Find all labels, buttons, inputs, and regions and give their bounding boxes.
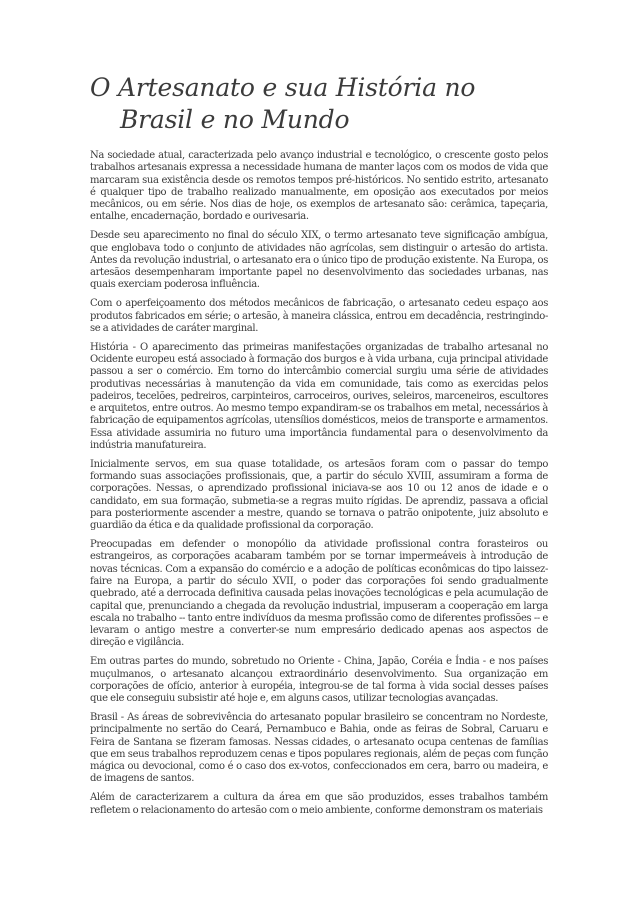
article-body xyxy=(90,150,548,817)
paragraph-orient: Em outras partes do mundo, sobretudo no Oriente - China, Japão, Coréia e Índia - e nos países muçulmanos, o artesanato alcançou extraordinário desenvolvimento. Sua organização em corporações de ofício, anterior à européia, integrou-se de tal forma à vida social desses países que ele conseguiu subsistir até hoje e, em alguns casos, utilizar tecnologias avançadas. xyxy=(90,656,548,705)
paragraph-monopoly: Preocupadas em defender o monopólio da atividade profissional contra forasteiros ou estrangeiros, as corporações acabaram também por se tornar impermeáveis à introdução de novas técnicas. Com a expansão do comércio e a adoção de políticas econômicas do tipo laissez-faire na Europa, a partir do século XVII, o poder das corporações foi sendo gradualmente quebrado, até a derrocada definitiva causada pelas inovações tecnológicas e pela acumulação de capital que, prenunciando a chegada da revolução industrial, impuseram a cooperação em larga escala no trabalho -- tanto entre indivíduos da mesma profissão como de diferentes profissões -- e levaram o antigo mestre a converter-se num empresário dedicado apenas aos aspectos de direção e vigilância. xyxy=(90,539,548,649)
article xyxy=(90,72,548,823)
title-line-2: Brasil e no Mundo xyxy=(120,105,350,134)
paragraph-corporations: Inicialmente servos, em sua quase totalidade, os artesãos foram com o passar do tempo formando suas associações profissionais, que, a partir do século XVIII, assumiram a forma de corporações. Nessas, o aprendizado profissional iniciava-se aos 10 ou 12 anos de idade e o candidato, em sua formação, submetia-se a regras muito rígidas. De aprendiz, passava a oficial para posteriormente ascender a mestre, quando se tornava o patrão onipotente, juiz absoluto e guardião da ética e da qualidade profissional da corporação. xyxy=(90,458,548,532)
paragraph-mechanical-methods: Com o aperfeiçoamento dos métodos mecânicos de fabricação, o artesanato cedeu espaço aos produtos fabricados em série; o artesão, à maneira clássica, entrou em decadência, restringindo-se a atividades de caráter marginal. xyxy=(90,298,548,334)
page-title xyxy=(90,72,548,136)
paragraph-history: História - O aparecimento das primeiras manifestações organizadas de trabalho artesanal no Ocidente europeu está associado à formação dos burgos e à vida urbana, cuja principal atividade passou a ser o comércio. Em torno do intercâmbio comercial surgiu uma série de atividades produtivas necessárias à manutenção da vida em comunidade, tais como as exercidas pelos padeiros, tecelões, pedreiros, carpinteiros, carroceiros, ourives, seleiros, marceneiros, escultores e arquitetos, entre outros. Ao mesmo tempo expandiram-se os trabalhos em metal, necessários à fabricação de equipamentos agrícolas, utensílios domésticos, meios de transporte e armamentos. Essa atividade assumiria no futuro uma importância fundamental para o desenvolvimento da indústria manufatureira. xyxy=(90,341,548,452)
paragraph-brasil: Brasil - As áreas de sobrevivência do artesanato popular brasileiro se concentram no Nordeste, principalmente no sertão do Ceará, Pernambuco e Bahia, onde as feiras de Sobral, Caruaru e Feira de Santana se fizeram famosas. Nessas cidades, o artesanato ocupa centenas de famílias que em seus trabalhos reproduzem cenas e tipos populares regionais, além de peças com função mágica ou devocional, como é o caso dos ex-votos, confeccionados em cera, barro ou madeira, e de imagens de santos. xyxy=(90,711,548,785)
paragraph-regional-culture: Além de caracterizarem a cultura da área em que são produzidos, esses trabalhos também refletem o relacionamento do artesão com o meio ambiente, conforme demonstram os materiais xyxy=(90,792,548,816)
paragraph-intro: Na sociedade atual, caracterizada pelo avanço industrial e tecnológico, o crescente gosto pelos trabalhos artesanais expressa a necessidade humana de manter laços com os modos de vida que marcaram sua existência desde os remotos tempos pré-históricos. No sentido estrito, artesanato é qualquer tipo de trabalho realizado manualmente, em oposição aos executados por meios mecânicos, ou em série. Nos dias de hoje, os exemplos de artesanato são: cerâmica, tapeçaria, entalhe, encadernação, bordado e ourivesaria. xyxy=(90,150,548,223)
title-line-1: O Artesanato e sua História no xyxy=(90,73,476,102)
paragraph-origin-of-term: Desde seu aparecimento no final do século XIX, o termo artesanato teve significação ambígua, que englobava todo o conjunto de atividades não agrícolas, sem distinguir o artesão do artista. Antes da revolução industrial, o artesanato era o único tipo de produção existente. Na Europa, os artesãos desempenharam importante papel no desenvolvimento das sociedades urbanas, nas quais exerciam poderosa influência. xyxy=(90,230,548,291)
